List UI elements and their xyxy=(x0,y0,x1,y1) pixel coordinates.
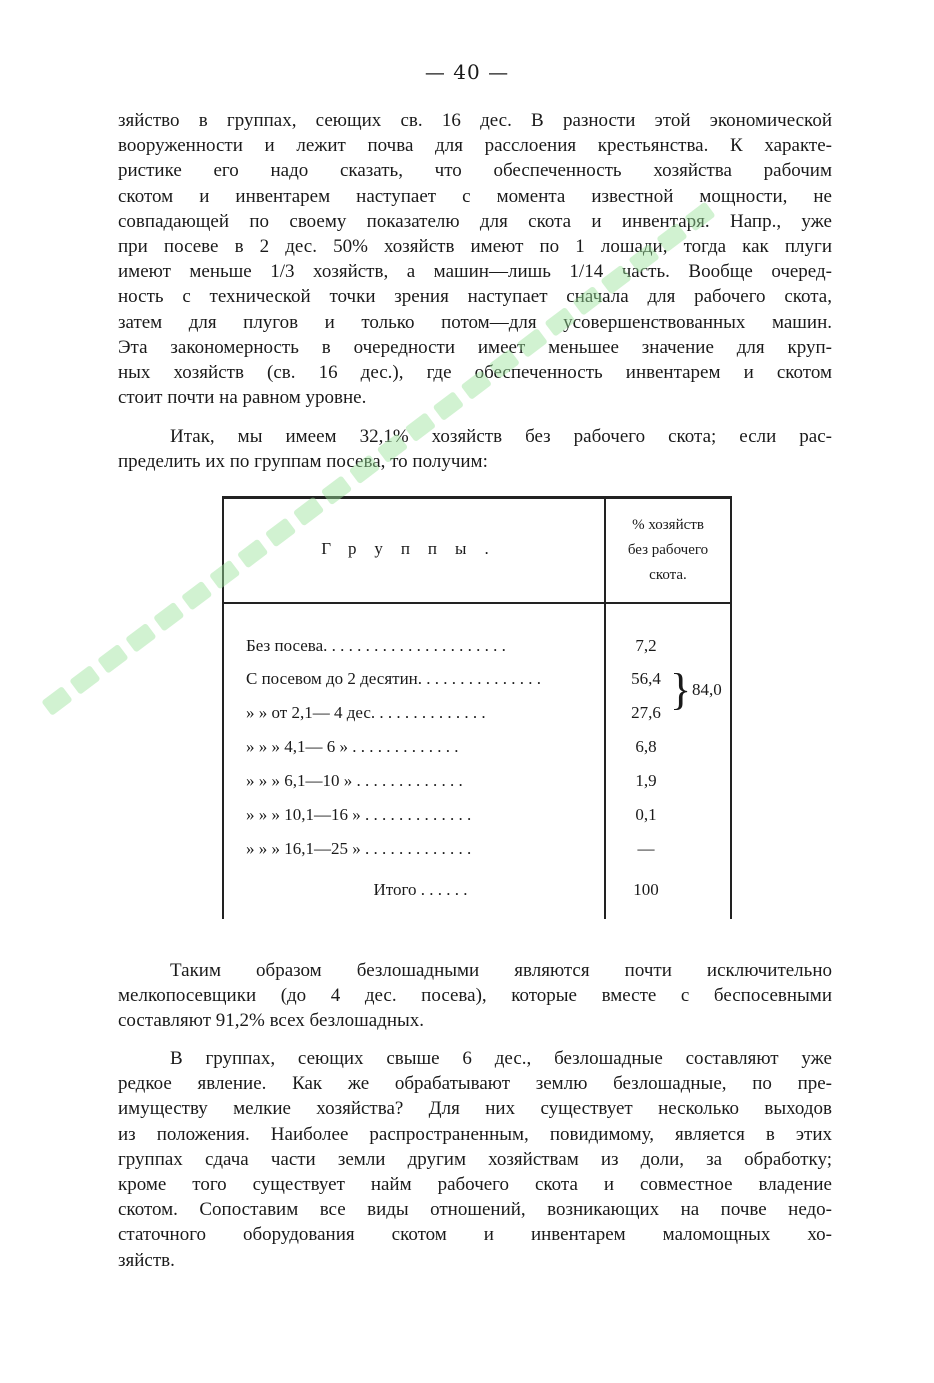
table-row xyxy=(224,737,730,767)
table-header-groups: Группы. xyxy=(321,539,507,558)
row-value: 100 xyxy=(633,880,659,899)
table-row xyxy=(224,636,730,666)
header-line: скота. xyxy=(649,567,687,583)
text-line: Итак, мы имеем 32,1% хозяйств без рабочего скота; если рас- xyxy=(170,426,832,447)
text-line: стоит почти на равном уровне. xyxy=(118,387,367,409)
text-line: затем для плугов и только потом—для усовершенствованных машин. xyxy=(118,311,832,333)
text-line: статочного оборудования скотом и инвентарем маломощных хо- xyxy=(118,1224,832,1246)
text-line: Эта закономерность в очередности имеет меньшее значение для круп- xyxy=(118,336,832,358)
text-line: зяйство в группах, сеющих св. 16 дес. В разности этой экономической xyxy=(118,110,832,131)
text-line: В группах, сеющих свыше 6 дес., безлошадные составляют уже xyxy=(170,1048,832,1069)
table-header-divider xyxy=(224,602,730,604)
brace-total: 84,0 xyxy=(692,680,722,699)
paragraph-4 xyxy=(118,1046,832,1273)
row-label: » » » 16,1—25 » . . . . . . . . . . . . . xyxy=(246,839,472,858)
row-value: 56,4 xyxy=(631,669,661,688)
table-row xyxy=(224,805,730,835)
text-line: имуществу мелкие хозяйства? Для них существует несколько выходов xyxy=(118,1098,832,1120)
text-line: зяйств. xyxy=(118,1249,175,1271)
row-value: 0,1 xyxy=(635,805,657,824)
text-line: редкое явление. Как же обрабатывают землю безлошадные, по пре- xyxy=(118,1073,832,1095)
paragraph-2 xyxy=(118,424,832,474)
table-row-total xyxy=(224,880,730,910)
row-value: 6,8 xyxy=(635,737,657,756)
text-line: кроме того существует найм рабочего скота и совместное владение xyxy=(118,1174,832,1196)
row-value: 7,2 xyxy=(635,636,657,655)
text-line: имеют меньше 1/3 хозяйств, а машин—лишь 1/14 часть. Вообще очеред- xyxy=(118,261,832,283)
row-label: С посевом до 2 десятин. . . . . . . . . . . . . . . xyxy=(246,669,542,688)
row-value: 27,6 xyxy=(631,703,661,722)
text-line: мелкопосевщики (до 4 дес. посева), которые вместе с беспосевными xyxy=(118,985,832,1007)
row-label: » » от 2,1— 4 дес. . . . . . . . . . . . . . xyxy=(246,703,486,722)
row-label: » » » 10,1—16 » . . . . . . . . . . . . . xyxy=(246,805,472,824)
right-brace-icon: } xyxy=(670,665,692,714)
row-label: » » » 6,1—10 » . . . . . . . . . . . . . xyxy=(246,771,463,790)
row-label: » » » 4,1— 6 » . . . . . . . . . . . . . xyxy=(246,737,459,756)
text-line: из положения. Наиболее распространенным, повидимому, является в этих xyxy=(118,1123,832,1145)
row-value: 1,9 xyxy=(635,771,657,790)
text-line: при посеве в 2 дес. 50% хозяйств имеют по 1 лошади, тогда как плуги xyxy=(118,236,832,258)
table-header-percent xyxy=(606,513,730,588)
row-value: — xyxy=(637,839,655,858)
groups-table xyxy=(222,496,732,919)
text-line: пределить их по группам посева, то получим: xyxy=(118,451,488,473)
header-line: без рабочего xyxy=(627,542,709,558)
table-row xyxy=(224,771,730,801)
text-line: скотом. Сопоставим все виды отношений, возникающих на почве недо- xyxy=(118,1199,832,1221)
text-line: группах сдача части земли другим хозяйствам из доли, за обработку; xyxy=(118,1148,832,1170)
table-row xyxy=(224,669,730,699)
text-line: ристике его надо сказать, что обеспеченность хозяйства рабочим xyxy=(118,160,832,182)
text-line: Таким образом безлошадными являются почти исключительно xyxy=(170,960,832,981)
table-row xyxy=(224,839,730,869)
header-line: % хозяйств xyxy=(632,517,704,533)
row-label: Итого . . . . . . xyxy=(246,880,468,899)
text-line: вооруженности и лежит почва для расслоения крестьянства. К характе- xyxy=(118,135,832,157)
table-row xyxy=(224,703,730,733)
text-line: скотом и инвентарем наступает с момента известной мощности, не xyxy=(118,185,832,207)
paragraph-3 xyxy=(118,958,832,1034)
text-line: ность с технической точки зрения наступает сначала для рабочего скота, xyxy=(118,286,832,308)
page-number: — 40 — xyxy=(424,60,510,84)
text-line: совпадающей по своему показателю для скота и инвентаря. Напр., уже xyxy=(118,210,832,232)
text-line: ных хозяйств (св. 16 дес.), где обеспеченность инвентарем и скотом xyxy=(118,362,832,384)
row-label: Без посева. . . . . . . . . . . . . . . . . . . . . . xyxy=(246,636,506,655)
paragraph-1 xyxy=(118,108,832,410)
text-line: составляют 91,2% всех безлошадных. xyxy=(118,1010,425,1032)
